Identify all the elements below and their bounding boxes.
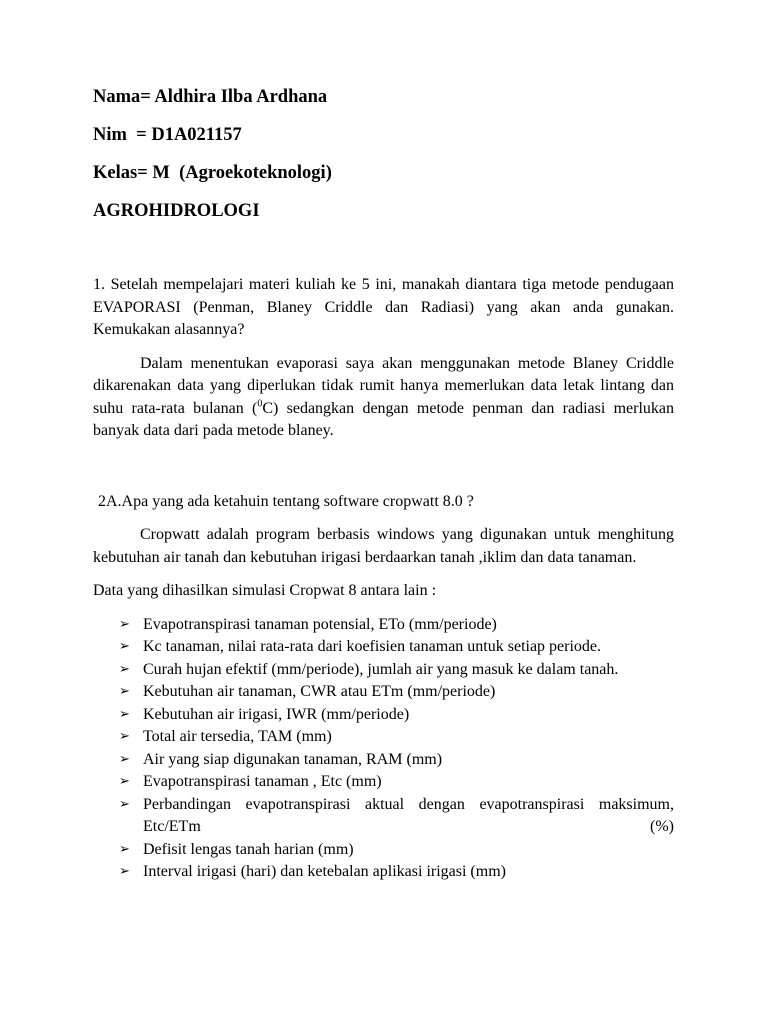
list-item-text: Evapotranspirasi tanaman , Etc (mm): [143, 773, 382, 790]
student-nim: Nim = D1A021157: [93, 125, 242, 145]
list-item: [119, 726, 674, 749]
list-item-text: Kebutuhan air irigasi, IWR (mm/periode): [143, 705, 410, 723]
arrow-bullet-icon: ➢: [119, 774, 130, 789]
list-item-text: Total air tersedia, TAM (mm): [143, 728, 332, 745]
list-item: [119, 704, 674, 727]
list-item-text: Defisit lengas tanah harian (mm): [143, 840, 354, 858]
list-item: [119, 749, 674, 772]
list-item-text: Evapotranspirasi tanaman potensial, ETo (mm/periode): [143, 615, 497, 633]
document-page: [93, 86, 674, 884]
output-list: [93, 614, 674, 884]
arrow-bullet-icon: ➢: [119, 684, 130, 699]
list-item-text: Perbandingan evapotranspirasi aktual dengan evapotranspirasi maksimum, Etc/ETm (%): [143, 795, 674, 835]
list-item: [119, 794, 674, 839]
degree-superscript: 0: [257, 398, 263, 410]
arrow-bullet-icon: ➢: [119, 864, 130, 879]
answer-1: [93, 353, 674, 443]
arrow-bullet-icon: ➢: [119, 706, 130, 722]
arrow-bullet-icon: ➢: [119, 751, 130, 767]
arrow-bullet-icon: ➢: [119, 796, 130, 812]
answer-1-text-b: C) sedangkan dengan metode penman dan radiasi merlukan banyak data dari pada metode blaney.: [93, 399, 674, 439]
arrow-bullet-icon: ➢: [119, 841, 130, 857]
arrow-bullet-icon: ➢: [119, 616, 130, 632]
arrow-bullet-icon: ➢: [119, 729, 130, 744]
question-1: 1. Setelah mempelajari materi kuliah ke 5 ini, manakah diantara tiga metode pendugaan EVAPORASI (Penman, Blaney Criddle dan Radiasi) yang akan anda gunakan. Kemukakan alasannya?: [93, 276, 674, 338]
student-name: Nama= Aldhira Ilba Ardhana: [93, 87, 328, 107]
arrow-bullet-icon: ➢: [119, 639, 130, 654]
subject-title: AGROHIDROLOGI: [93, 201, 260, 221]
list-item: [119, 659, 674, 682]
list-item: [119, 681, 674, 704]
list-item-text: Curah hujan efektif (mm/periode), jumlah air yang masuk ke dalam tanah.: [143, 660, 619, 678]
list-item-text: Kebutuhan air tanaman, CWR atau ETm (mm/periode): [143, 683, 496, 700]
answer-2a: Cropwatt adalah program berbasis windows yang digunakan untuk menghitung kebutuhan air tanah dan kebutuhan irigasi berdaarkan tanah ,iklim dan data tanaman.: [93, 526, 674, 566]
list-item-text: Kc tanaman, nilai rata-rata dari koefisien tanaman untuk setiap periode.: [143, 638, 602, 655]
question-2a: 2A.Apa yang ada ketahuin tentang software cropwatt 8.0 ?: [98, 492, 474, 510]
list-intro: Data yang dihasilkan simulasi Cropwat 8 antara lain :: [93, 582, 437, 599]
list-item: [119, 636, 674, 659]
list-item: [119, 771, 674, 794]
answer-1-text-a: Dalam menentukan evaporasi saya akan menggunakan metode Blaney Criddle dikarenakan data yang diperlukan tidak rumit hanya memerlukan data letak lintang dan suhu rata-rata bulanan (: [93, 354, 674, 417]
list-item-text: Air yang siap digunakan tanaman, RAM (mm): [143, 750, 443, 768]
list-item-text: Interval irigasi (hari) dan ketebalan aplikasi irigasi (mm): [143, 863, 506, 880]
student-class: Kelas= M (Agroekoteknologi): [93, 163, 332, 183]
list-item: [119, 614, 674, 637]
list-item: [119, 861, 674, 884]
list-item: [119, 839, 674, 862]
arrow-bullet-icon: ➢: [119, 661, 130, 677]
